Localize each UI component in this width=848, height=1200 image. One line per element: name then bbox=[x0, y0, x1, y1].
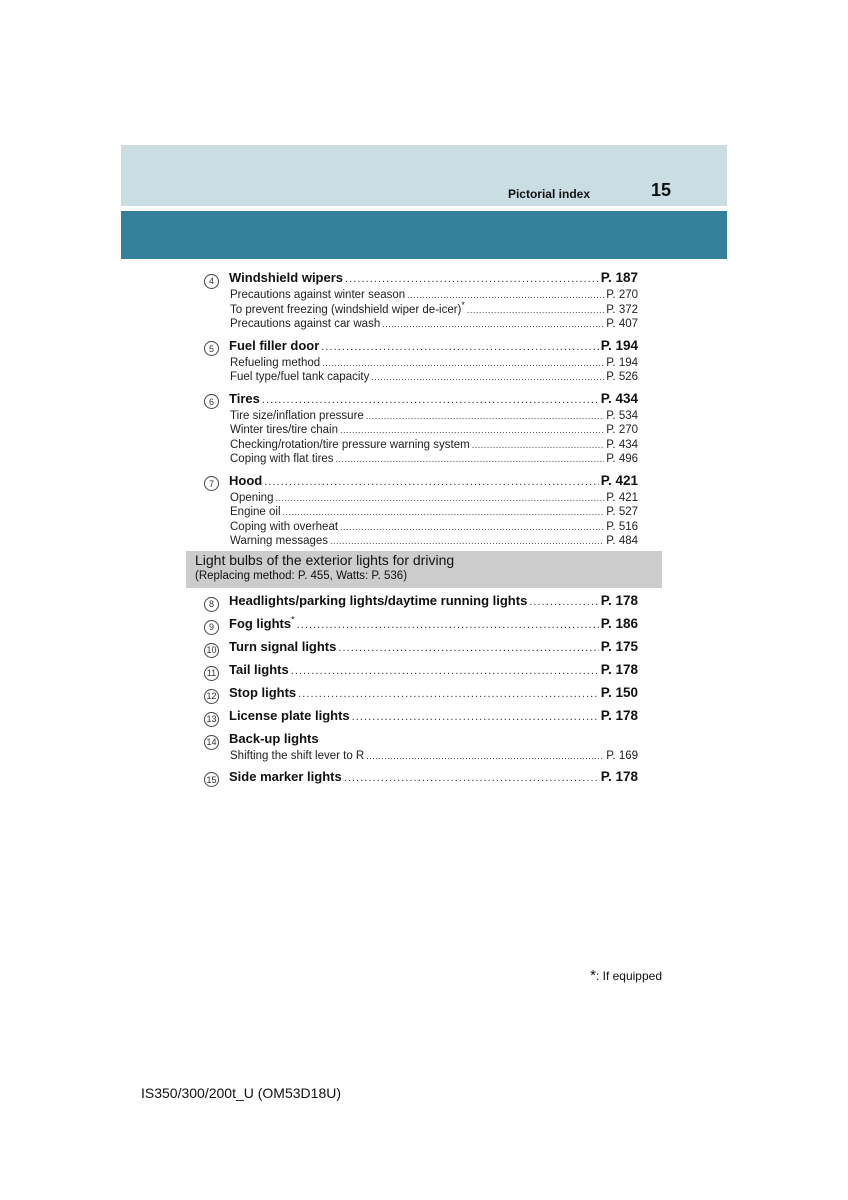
leader-dots bbox=[262, 394, 599, 406]
sub-entry-label: Tire size/inflation pressure bbox=[230, 409, 364, 422]
sub-entry-row[interactable] bbox=[204, 318, 638, 333]
leader-dots bbox=[340, 425, 604, 435]
sub-page-reference: P. 496 bbox=[606, 453, 638, 465]
index-entry-row[interactable] bbox=[204, 593, 638, 612]
index-entry bbox=[204, 769, 638, 788]
sub-page-reference: P. 407 bbox=[606, 318, 638, 330]
footnote-star: * bbox=[590, 967, 596, 984]
index-entry bbox=[204, 270, 638, 333]
header-band bbox=[121, 145, 727, 206]
sub-entry-row[interactable] bbox=[204, 410, 638, 425]
entry-label: Tail lights bbox=[229, 662, 289, 677]
sub-entry-row[interactable] bbox=[204, 506, 638, 521]
sub-entry-label: Engine oil bbox=[230, 506, 281, 518]
sub-entry-row[interactable] bbox=[204, 289, 638, 304]
sub-entry-row[interactable] bbox=[204, 357, 638, 372]
footnote-text: : If equipped bbox=[595, 969, 662, 983]
section-heading: Light bulbs of the exterior lights for driving bbox=[195, 552, 455, 568]
item-number-badge: 5 bbox=[204, 341, 219, 356]
sub-entry-label: Checking/rotation/tire pressure warning system bbox=[230, 438, 470, 451]
entry-label: Fog lights* bbox=[229, 614, 295, 631]
index-entry-row[interactable] bbox=[204, 391, 638, 410]
leader-dots bbox=[344, 772, 599, 784]
index-entry bbox=[204, 639, 638, 658]
sub-page-reference: P. 484 bbox=[606, 535, 638, 547]
sub-page-reference: P. 270 bbox=[606, 424, 638, 436]
leader-dots bbox=[297, 619, 599, 631]
page-reference: P. 150 bbox=[600, 685, 638, 700]
sub-page-reference: P. 434 bbox=[606, 438, 638, 451]
page-reference: P. 175 bbox=[600, 639, 638, 654]
leader-dots bbox=[345, 273, 599, 285]
leader-dots bbox=[366, 751, 604, 761]
sub-page-reference: P. 372 bbox=[606, 303, 638, 316]
leader-dots bbox=[340, 522, 604, 532]
leader-dots bbox=[407, 290, 604, 300]
sub-page-reference: P. 527 bbox=[606, 506, 638, 518]
sub-entry-row[interactable] bbox=[204, 535, 638, 550]
leader-dots bbox=[366, 411, 604, 421]
section-title: Pictorial index bbox=[507, 187, 590, 201]
sub-entry-label: Opening bbox=[230, 491, 274, 504]
item-number-badge: 14 bbox=[204, 735, 219, 750]
sub-page-reference: P. 169 bbox=[606, 750, 638, 762]
item-number-badge: 9 bbox=[204, 620, 219, 635]
footnote bbox=[590, 969, 662, 986]
sub-entry-row[interactable] bbox=[204, 453, 638, 468]
entry-label: Turn signal lights bbox=[229, 639, 337, 654]
leader-dots bbox=[352, 711, 599, 723]
page-reference: P. 421 bbox=[600, 472, 638, 488]
index-entry-row[interactable] bbox=[204, 270, 638, 289]
entry-label: Headlights/parking lights/daytime running lights bbox=[229, 593, 528, 608]
index-entry-row[interactable] bbox=[204, 708, 638, 727]
entry-label: Fuel filler door bbox=[229, 337, 320, 353]
page-reference: P. 178 bbox=[600, 662, 638, 677]
item-number-badge: 11 bbox=[204, 666, 219, 681]
sub-page-reference: P. 270 bbox=[606, 289, 638, 301]
sub-entry-row[interactable] bbox=[204, 299, 638, 319]
page-reference: P. 187 bbox=[600, 270, 638, 285]
index-entry bbox=[204, 708, 638, 727]
item-number-badge: 7 bbox=[204, 476, 219, 491]
sub-entry-row[interactable] bbox=[204, 424, 638, 439]
sub-entry-row[interactable] bbox=[204, 750, 638, 765]
sub-page-reference: P. 534 bbox=[606, 409, 638, 422]
leader-dots bbox=[283, 507, 605, 517]
sub-page-reference: P. 516 bbox=[606, 520, 638, 533]
item-number-badge: 13 bbox=[204, 712, 219, 727]
page-reference: P. 194 bbox=[600, 337, 638, 353]
sub-entry-label: Precautions against winter season bbox=[230, 289, 406, 301]
leader-dots bbox=[321, 341, 598, 353]
page-reference: P. 178 bbox=[600, 708, 638, 723]
index-entry-row[interactable] bbox=[204, 685, 638, 704]
index-entry bbox=[204, 338, 638, 386]
leader-dots bbox=[291, 665, 599, 677]
index-entry-row[interactable] bbox=[204, 662, 638, 681]
index-entry bbox=[204, 685, 638, 704]
leader-dots bbox=[264, 476, 598, 488]
leader-dots bbox=[330, 536, 604, 546]
leader-dots bbox=[529, 596, 598, 608]
sub-entry-label: Precautions against car wash bbox=[230, 318, 381, 330]
header-accent-bar bbox=[121, 211, 727, 259]
sub-entry-row[interactable] bbox=[204, 439, 638, 454]
item-number-badge: 4 bbox=[204, 274, 219, 289]
sub-entry-label: Coping with overheat bbox=[230, 520, 339, 533]
sub-entry-label: To prevent freezing (windshield wiper de-icer)* bbox=[230, 299, 465, 316]
page-reference: P. 178 bbox=[600, 768, 638, 784]
sub-page-reference: P. 421 bbox=[606, 491, 638, 504]
leader-dots bbox=[298, 688, 599, 700]
section-heading-box bbox=[186, 551, 662, 588]
sub-entry-row[interactable] bbox=[204, 492, 638, 507]
sub-entry-label: Winter tires/tire chain bbox=[230, 424, 339, 436]
page-number: 15 bbox=[650, 180, 671, 200]
index-entry bbox=[204, 662, 638, 681]
sub-page-reference: P. 526 bbox=[606, 371, 638, 383]
index-list-upper bbox=[204, 270, 638, 555]
section-subheading: (Replacing method: P. 455, Watts: P. 536) bbox=[195, 570, 408, 582]
item-number-badge: 6 bbox=[204, 394, 219, 409]
sub-entry-row[interactable] bbox=[204, 521, 638, 536]
item-number-badge: 15 bbox=[204, 772, 219, 787]
leader-dots bbox=[371, 372, 604, 382]
index-entry-row[interactable] bbox=[204, 473, 638, 492]
item-number-badge: 10 bbox=[204, 643, 219, 658]
item-number-badge: 8 bbox=[204, 597, 219, 612]
entry-label: Tires bbox=[229, 390, 260, 406]
index-entry-row[interactable] bbox=[204, 731, 638, 750]
index-list-lower bbox=[204, 593, 638, 792]
sub-page-reference: P. 194 bbox=[606, 356, 638, 369]
index-entry bbox=[204, 473, 638, 550]
leader-dots bbox=[472, 440, 605, 450]
entry-label: License plate lights bbox=[229, 708, 350, 723]
sub-entry-label: Fuel type/fuel tank capacity bbox=[230, 371, 370, 383]
index-entry-row[interactable] bbox=[204, 338, 638, 357]
sub-entry-label: Shifting the shift lever to R bbox=[230, 750, 365, 762]
index-entry bbox=[204, 731, 638, 765]
index-entry-row[interactable] bbox=[204, 639, 638, 658]
index-entry-row[interactable] bbox=[204, 769, 638, 788]
if-equipped-star: * bbox=[291, 614, 295, 625]
entry-label: Stop lights bbox=[229, 685, 297, 700]
leader-dots bbox=[338, 642, 598, 654]
if-equipped-star: * bbox=[461, 299, 465, 310]
page-reference: P. 434 bbox=[600, 390, 638, 406]
index-entry-row[interactable] bbox=[204, 616, 638, 635]
index-entry bbox=[204, 616, 638, 635]
sub-entry-row[interactable] bbox=[204, 371, 638, 386]
leader-dots bbox=[336, 454, 605, 464]
leader-dots bbox=[275, 493, 604, 503]
page-reference: P. 186 bbox=[600, 616, 638, 631]
sub-entry-label: Warning messages bbox=[230, 535, 329, 547]
entry-label: Back-up lights bbox=[229, 731, 319, 746]
footer-model: IS350/300/200t_U (OM53D18U) bbox=[141, 1085, 341, 1101]
index-entry bbox=[204, 391, 638, 468]
index-entry bbox=[204, 593, 638, 612]
sub-entry-label: Refueling method bbox=[230, 356, 321, 369]
leader-dots bbox=[382, 319, 604, 329]
entry-label: Windshield wipers bbox=[229, 270, 344, 285]
entry-label: Hood bbox=[229, 472, 263, 488]
entry-label: Side marker lights bbox=[229, 768, 342, 784]
leader-dots bbox=[322, 358, 604, 368]
page-reference: P. 178 bbox=[600, 593, 638, 608]
sub-entry-label: Coping with flat tires bbox=[230, 453, 334, 465]
item-number-badge: 12 bbox=[204, 689, 219, 704]
leader-dots bbox=[467, 305, 604, 315]
